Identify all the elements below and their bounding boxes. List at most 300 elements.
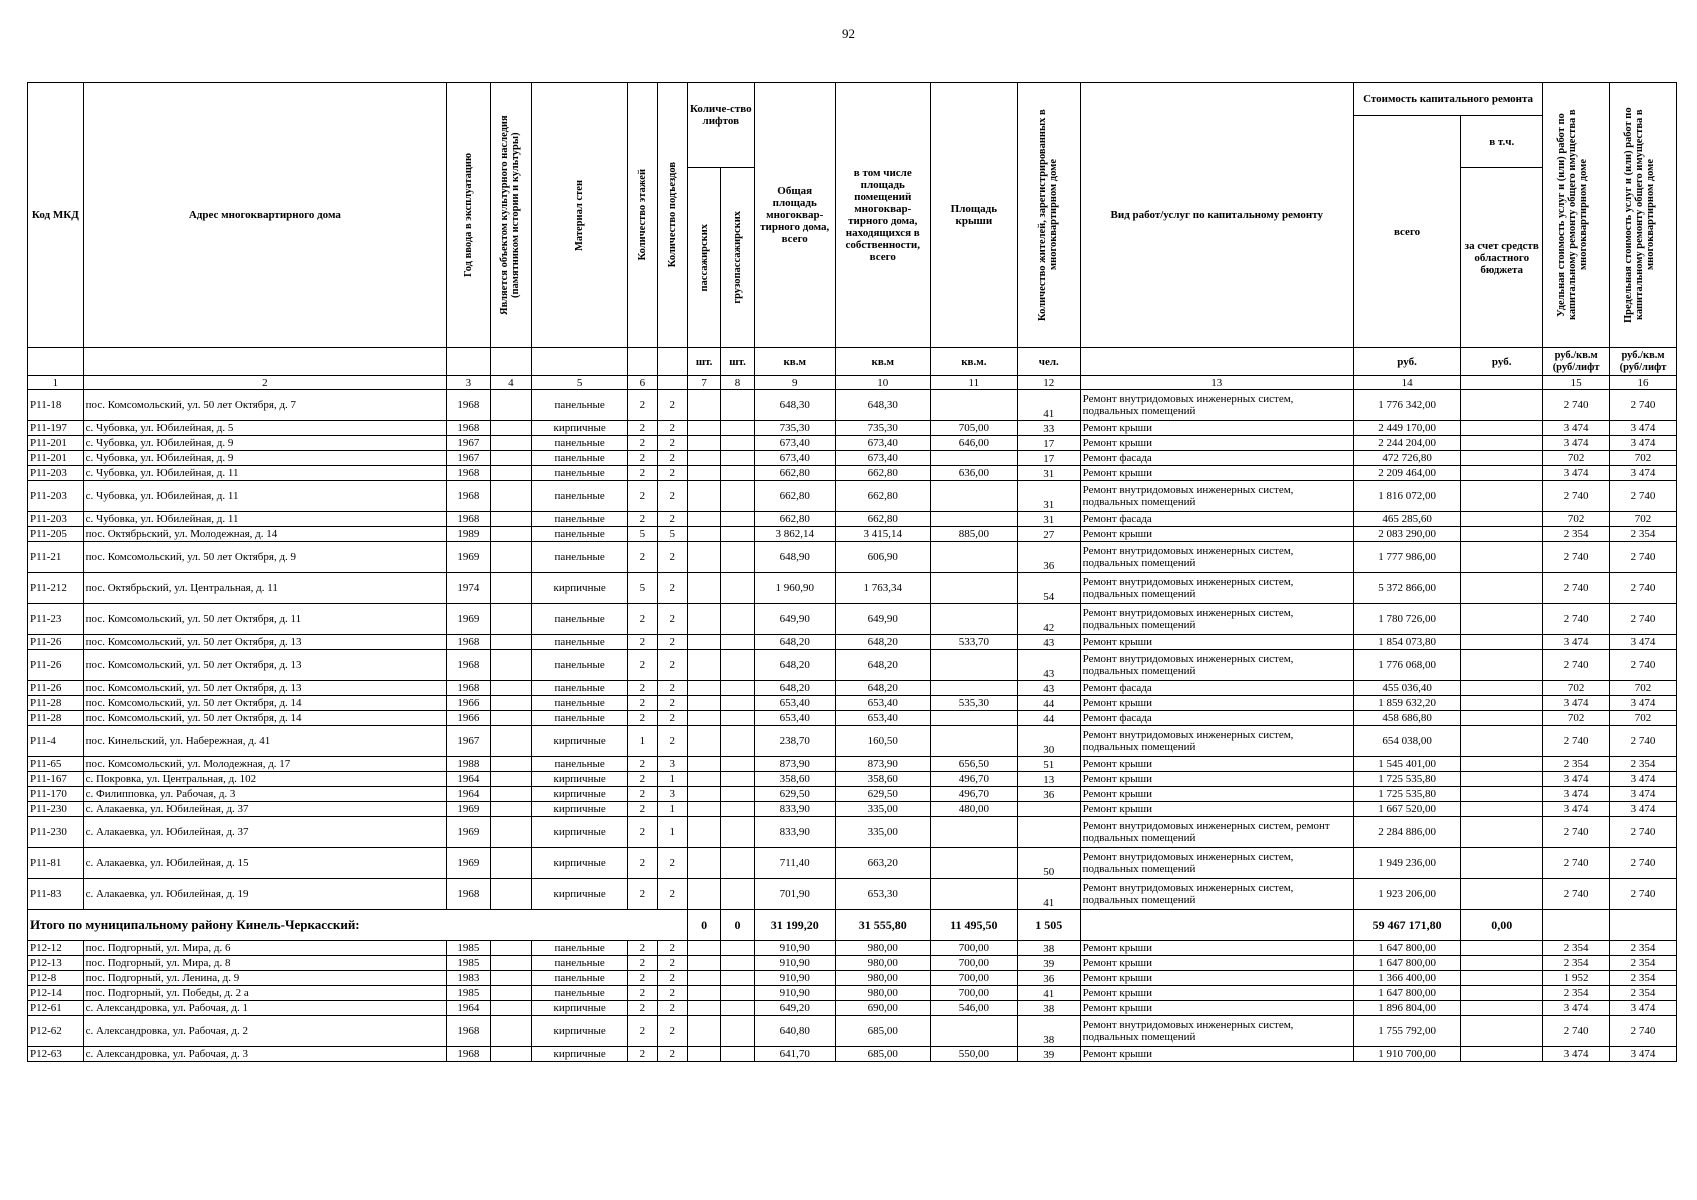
cell-cost-total: 1 776 342,00	[1353, 390, 1460, 421]
unit-pcs: шт.	[721, 348, 754, 376]
cell-max-cost: 3 474	[1610, 696, 1677, 711]
cell-area-owned: 980,00	[835, 956, 930, 971]
cell-residents: 30	[1017, 726, 1080, 757]
cell-kod: Р11-212	[28, 573, 84, 604]
table-row	[28, 879, 1677, 910]
cell-entrances: 2	[657, 650, 687, 681]
cell-cost-total: 1 923 206,00	[1353, 879, 1460, 910]
cell-address: с. Алакаевка, ул. Юбилейная, д. 37	[83, 802, 446, 817]
cell-max-cost: 2 740	[1610, 604, 1677, 635]
cell-address: пос. Подгорный, ул. Мира, д. 8	[83, 956, 446, 971]
cell-unit-cost: 702	[1543, 512, 1610, 527]
cell-address: с. Покровка, ул. Центральная, д. 102	[83, 772, 446, 787]
column-number: 2	[83, 376, 446, 390]
cell-residents: 31	[1017, 481, 1080, 512]
table-row	[28, 772, 1677, 787]
column-number: 14	[1353, 376, 1460, 390]
cell-lifts-pass	[687, 390, 720, 421]
cell-work: Ремонт крыши	[1080, 956, 1353, 971]
cell-cost-total: 1 776 068,00	[1353, 650, 1460, 681]
cell-material: панельные	[532, 971, 628, 986]
cell-floors: 2	[628, 956, 657, 971]
cell-unit-cost: 3 474	[1543, 635, 1610, 650]
cell-year: 1968	[447, 390, 491, 421]
cell-roof: 496,70	[930, 787, 1017, 802]
cell-kod: Р11-65	[28, 757, 84, 772]
cell-year: 1983	[447, 971, 491, 986]
cell-material: панельные	[532, 390, 628, 421]
total-area-total: 31 199,20	[754, 910, 835, 941]
cell-lifts-pass	[687, 879, 720, 910]
cell-roof	[930, 879, 1017, 910]
cell-roof: 700,00	[930, 941, 1017, 956]
cell-area-owned: 606,90	[835, 542, 930, 573]
cell-address: пос. Комсомольский, ул. 50 лет Октября, д. 14	[83, 711, 446, 726]
table-row	[28, 436, 1677, 451]
cell-max-cost: 2 354	[1610, 757, 1677, 772]
cell-floors: 1	[628, 726, 657, 757]
cell-unit-cost: 2 740	[1543, 817, 1610, 848]
cell-material: кирпичные	[532, 772, 628, 787]
table-row	[28, 1001, 1677, 1016]
cell-area-owned: 648,30	[835, 390, 930, 421]
cell-entrances: 2	[657, 573, 687, 604]
cell-cost-regional	[1461, 1047, 1543, 1062]
cell-lifts-pass	[687, 696, 720, 711]
cell-entrances: 2	[657, 436, 687, 451]
cell-material: кирпичные	[532, 787, 628, 802]
unit-sqm: кв.м.	[930, 348, 1017, 376]
cell-entrances: 2	[657, 941, 687, 956]
cell-kod: Р11-230	[28, 817, 84, 848]
cell-roof: 546,00	[930, 1001, 1017, 1016]
cell-address: пос. Подгорный, ул. Победы, д. 2 а	[83, 986, 446, 1001]
cell-residents: 43	[1017, 650, 1080, 681]
cell-material: панельные	[532, 512, 628, 527]
total-cost: 59 467 171,80	[1353, 910, 1460, 941]
cell-cost-total: 458 686,80	[1353, 711, 1460, 726]
cell-residents: 43	[1017, 635, 1080, 650]
cell-unit-cost: 702	[1543, 711, 1610, 726]
header-max-cost: Предельная стоимость услуг и (или) работ по капитальному ремонту общего имущества в многоквартирном доме	[1610, 83, 1677, 348]
table-row	[28, 726, 1677, 757]
cell-year: 1968	[447, 466, 491, 481]
cell-area-total: 673,40	[754, 436, 835, 451]
cell-unit-cost: 3 474	[1543, 436, 1610, 451]
cell-entrances: 2	[657, 512, 687, 527]
cell-kod: Р12-13	[28, 956, 84, 971]
header-floors: Количество этажей	[628, 83, 657, 348]
cell-lifts-pass	[687, 573, 720, 604]
cell-lifts-pass	[687, 436, 720, 451]
cell-cost-regional	[1461, 941, 1543, 956]
cell-heritage	[490, 956, 532, 971]
cell-floors: 2	[628, 650, 657, 681]
cell-material: кирпичные	[532, 1001, 628, 1016]
cell-lifts-pass	[687, 421, 720, 436]
cell-floors: 2	[628, 390, 657, 421]
cell-floors: 2	[628, 986, 657, 1001]
header-area-total: Общая площадь многоквар-тирного дома, всего	[754, 83, 835, 348]
cell-area-total: 873,90	[754, 757, 835, 772]
cell-area-total: 662,80	[754, 466, 835, 481]
cell-residents	[1017, 802, 1080, 817]
header-cost-incl: в т.ч.	[1461, 116, 1543, 168]
cell-area-total: 701,90	[754, 879, 835, 910]
cell-cost-total: 1 647 800,00	[1353, 986, 1460, 1001]
cell-heritage	[490, 986, 532, 1001]
table-row	[28, 573, 1677, 604]
cell-year: 1969	[447, 817, 491, 848]
header-cost: Стоимость капитального ремонта	[1353, 83, 1542, 116]
cell-year: 1967	[447, 436, 491, 451]
cell-area-owned: 873,90	[835, 757, 930, 772]
cell-area-owned: 685,00	[835, 1016, 930, 1047]
cell-lifts-cargo	[721, 421, 754, 436]
header-lifts-pass: пассажирских	[687, 168, 720, 348]
unit-rub: руб.	[1461, 348, 1543, 376]
cell-residents: 36	[1017, 542, 1080, 573]
unit-rub: руб.	[1353, 348, 1460, 376]
cell-material: панельные	[532, 650, 628, 681]
cell-heritage	[490, 879, 532, 910]
cell-max-cost: 3 474	[1610, 772, 1677, 787]
header-material: Материал стен	[532, 83, 628, 348]
cell-address: с. Александровка, ул. Рабочая, д. 1	[83, 1001, 446, 1016]
cell-max-cost: 3 474	[1610, 802, 1677, 817]
column-number: 7	[687, 376, 720, 390]
table-row	[28, 941, 1677, 956]
cell-work: Ремонт внутридомовых инженерных систем, подвальных помещений	[1080, 542, 1353, 573]
cell-heritage	[490, 726, 532, 757]
cell-work: Ремонт крыши	[1080, 527, 1353, 542]
cell-area-total: 641,70	[754, 1047, 835, 1062]
cell-cost-regional	[1461, 481, 1543, 512]
cell-roof: 480,00	[930, 802, 1017, 817]
cell-work: Ремонт крыши	[1080, 635, 1353, 650]
column-number: 10	[835, 376, 930, 390]
cell-cost-total: 1 780 726,00	[1353, 604, 1460, 635]
cell-cost-regional	[1461, 390, 1543, 421]
cell-year: 1967	[447, 726, 491, 757]
cell-year: 1964	[447, 787, 491, 802]
cell-work: Ремонт внутридомовых инженерных систем, подвальных помещений	[1080, 879, 1353, 910]
cell-material: панельные	[532, 681, 628, 696]
cell-residents: 31	[1017, 512, 1080, 527]
cell-lifts-pass	[687, 604, 720, 635]
cell-area-total: 910,90	[754, 941, 835, 956]
cell-residents: 39	[1017, 1047, 1080, 1062]
total-section	[28, 910, 1677, 941]
total-label: Итого по муниципальному району Кинель-Черкасский:	[28, 910, 688, 941]
cell-lifts-cargo	[721, 848, 754, 879]
cell-lifts-pass	[687, 512, 720, 527]
cell-address: пос. Комсомольский, ул. 50 лет Октября, д. 13	[83, 650, 446, 681]
cell-unit-cost: 702	[1543, 451, 1610, 466]
cell-unit-cost: 3 474	[1543, 421, 1610, 436]
cell-cost-total: 2 449 170,00	[1353, 421, 1460, 436]
cell-kod: Р11-4	[28, 726, 84, 757]
column-numbers-row	[28, 376, 1677, 390]
cell-floors: 5	[628, 573, 657, 604]
header-work: Вид работ/услуг по капитальному ремонту	[1080, 83, 1353, 348]
cell-cost-total: 1 896 804,00	[1353, 1001, 1460, 1016]
cell-floors: 2	[628, 802, 657, 817]
cell-lifts-cargo	[721, 1016, 754, 1047]
cell-entrances: 5	[657, 527, 687, 542]
cell-unit-cost: 3 474	[1543, 1001, 1610, 1016]
cell-address: с. Алакаевка, ул. Юбилейная, д. 15	[83, 848, 446, 879]
cell-max-cost: 2 740	[1610, 1016, 1677, 1047]
cell-cost-regional	[1461, 542, 1543, 573]
cell-year: 1974	[447, 573, 491, 604]
cell-area-total: 833,90	[754, 817, 835, 848]
cell-kod: Р11-26	[28, 635, 84, 650]
cell-cost-total: 2 284 886,00	[1353, 817, 1460, 848]
cell-kod: Р12-63	[28, 1047, 84, 1062]
cell-max-cost: 3 474	[1610, 1001, 1677, 1016]
cell-entrances: 1	[657, 802, 687, 817]
cell-area-owned: 662,80	[835, 466, 930, 481]
cell-unit-cost: 2 740	[1543, 573, 1610, 604]
cell-material: панельные	[532, 451, 628, 466]
cell-year: 1989	[447, 527, 491, 542]
cell-floors: 2	[628, 1047, 657, 1062]
cell-unit-cost: 2 740	[1543, 650, 1610, 681]
cell-lifts-cargo	[721, 451, 754, 466]
cell-cost-total: 1 777 986,00	[1353, 542, 1460, 573]
cell-roof: 700,00	[930, 956, 1017, 971]
total-roof: 11 495,50	[930, 910, 1017, 941]
cell-year: 1966	[447, 711, 491, 726]
cell-area-owned: 1 763,34	[835, 573, 930, 604]
table-row	[28, 650, 1677, 681]
table-row	[28, 635, 1677, 650]
cell-lifts-cargo	[721, 573, 754, 604]
cell-lifts-pass	[687, 681, 720, 696]
cell-lifts-pass	[687, 711, 720, 726]
cell-area-total: 3 862,14	[754, 527, 835, 542]
cell-heritage	[490, 681, 532, 696]
header-lifts-cargo: грузопассажирских	[721, 168, 754, 348]
cell-year: 1968	[447, 681, 491, 696]
cell-address: с. Чубовка, ул. Юбилейная, д. 11	[83, 481, 446, 512]
cell-lifts-pass	[687, 848, 720, 879]
cell-work: Ремонт фасада	[1080, 711, 1353, 726]
cell-lifts-pass	[687, 971, 720, 986]
header-entrances: Количество подъездов	[657, 83, 687, 348]
cell-address: пос. Октябрьский, ул. Молодежная, д. 14	[83, 527, 446, 542]
table-row	[28, 787, 1677, 802]
cell-area-owned: 648,20	[835, 681, 930, 696]
cell-floors: 2	[628, 787, 657, 802]
cell-roof	[930, 681, 1017, 696]
cell-max-cost: 2 354	[1610, 527, 1677, 542]
cell-cost-regional	[1461, 956, 1543, 971]
cell-kod: Р11-83	[28, 879, 84, 910]
cell-cost-total: 1 366 400,00	[1353, 971, 1460, 986]
cell-lifts-cargo	[721, 757, 754, 772]
cell-work: Ремонт крыши	[1080, 772, 1353, 787]
cell-work: Ремонт крыши	[1080, 1001, 1353, 1016]
table-row	[28, 802, 1677, 817]
cell-unit-cost: 3 474	[1543, 466, 1610, 481]
cell-max-cost: 2 354	[1610, 956, 1677, 971]
cell-floors: 2	[628, 971, 657, 986]
cell-area-total: 358,60	[754, 772, 835, 787]
cell-unit-cost: 3 474	[1543, 787, 1610, 802]
cell-cost-total: 455 036,40	[1353, 681, 1460, 696]
cell-cost-total: 1 910 700,00	[1353, 1047, 1460, 1062]
cell-lifts-cargo	[721, 527, 754, 542]
cell-year: 1968	[447, 635, 491, 650]
cell-area-total: 662,80	[754, 481, 835, 512]
cell-roof	[930, 848, 1017, 879]
cell-area-owned: 358,60	[835, 772, 930, 787]
cell-heritage	[490, 635, 532, 650]
cell-material: панельные	[532, 542, 628, 573]
cell-residents: 17	[1017, 436, 1080, 451]
column-number: 1	[28, 376, 84, 390]
cell-residents: 41	[1017, 879, 1080, 910]
cell-address: с. Алакаевка, ул. Юбилейная, д. 19	[83, 879, 446, 910]
cell-area-total: 1 960,90	[754, 573, 835, 604]
cell-cost-regional	[1461, 772, 1543, 787]
cell-address: пос. Кинельский, ул. Набережная, д. 41	[83, 726, 446, 757]
header-cost-total: всего	[1353, 116, 1460, 348]
table-row	[28, 986, 1677, 1001]
cell-material: кирпичные	[532, 726, 628, 757]
column-number: 4	[490, 376, 532, 390]
cell-address: с. Филипповка, ул. Рабочая, д. 3	[83, 787, 446, 802]
cell-cost-regional	[1461, 986, 1543, 1001]
cell-max-cost: 702	[1610, 681, 1677, 696]
cell-year: 1985	[447, 986, 491, 1001]
cell-unit-cost: 2 740	[1543, 848, 1610, 879]
cell-lifts-pass	[687, 635, 720, 650]
cell-area-total: 711,40	[754, 848, 835, 879]
cell-lifts-cargo	[721, 512, 754, 527]
cell-floors: 5	[628, 527, 657, 542]
cell-floors: 2	[628, 421, 657, 436]
cell-cost-regional	[1461, 512, 1543, 527]
cell-roof	[930, 481, 1017, 512]
cell-material: кирпичные	[532, 1016, 628, 1047]
table-row	[28, 817, 1677, 848]
cell-year: 1964	[447, 1001, 491, 1016]
table-row	[28, 527, 1677, 542]
cell-area-owned: 980,00	[835, 971, 930, 986]
cell-entrances: 2	[657, 848, 687, 879]
cell-max-cost: 3 474	[1610, 421, 1677, 436]
cell-year: 1985	[447, 956, 491, 971]
cell-entrances: 2	[657, 879, 687, 910]
cell-heritage	[490, 542, 532, 573]
cell-area-owned: 160,50	[835, 726, 930, 757]
cell-roof	[930, 726, 1017, 757]
cell-material: панельные	[532, 757, 628, 772]
cell-area-total: 910,90	[754, 971, 835, 986]
cell-cost-total: 1 647 800,00	[1353, 941, 1460, 956]
cell-entrances: 2	[657, 466, 687, 481]
cell-year: 1964	[447, 772, 491, 787]
cell-heritage	[490, 817, 532, 848]
header-heritage: Является объектом культурного наследия (памятником истории и культуры)	[490, 83, 532, 348]
cell-area-total: 648,20	[754, 635, 835, 650]
total-cost-regional: 0,00	[1461, 910, 1543, 941]
cell-work: Ремонт крыши	[1080, 696, 1353, 711]
cell-cost-total: 2 244 204,00	[1353, 436, 1460, 451]
cell-lifts-cargo	[721, 542, 754, 573]
cell-work: Ремонт внутридомовых инженерных систем, подвальных помещений	[1080, 481, 1353, 512]
cell-cost-total: 1 949 236,00	[1353, 848, 1460, 879]
cell-cost-total: 1 859 632,20	[1353, 696, 1460, 711]
cell-heritage	[490, 1047, 532, 1062]
cell-entrances: 2	[657, 956, 687, 971]
cell-cost-regional	[1461, 787, 1543, 802]
column-number: 6	[628, 376, 657, 390]
cell-area-total: 910,90	[754, 956, 835, 971]
cell-cost-regional	[1461, 436, 1543, 451]
cell-year: 1967	[447, 451, 491, 466]
cell-entrances: 3	[657, 757, 687, 772]
cell-max-cost: 702	[1610, 451, 1677, 466]
cell-area-total: 648,20	[754, 681, 835, 696]
cell-entrances: 2	[657, 1001, 687, 1016]
table-row	[28, 1047, 1677, 1062]
cell-address: пос. Подгорный, ул. Ленина, д. 9	[83, 971, 446, 986]
table-row	[28, 604, 1677, 635]
cell-residents: 38	[1017, 1001, 1080, 1016]
cell-floors: 2	[628, 817, 657, 848]
cell-residents: 42	[1017, 604, 1080, 635]
cell-roof	[930, 604, 1017, 635]
cell-cost-regional	[1461, 573, 1543, 604]
cell-entrances: 2	[657, 1047, 687, 1062]
cell-work: Ремонт крыши	[1080, 757, 1353, 772]
cell-roof: 700,00	[930, 971, 1017, 986]
table-row	[28, 956, 1677, 971]
cell-material: панельные	[532, 436, 628, 451]
table-row	[28, 481, 1677, 512]
cell-residents: 51	[1017, 757, 1080, 772]
cell-heritage	[490, 1016, 532, 1047]
cell-max-cost: 2 354	[1610, 986, 1677, 1001]
cell-address: пос. Комсомольский, ул. 50 лет Октября, д. 14	[83, 696, 446, 711]
cell-unit-cost: 3 474	[1543, 802, 1610, 817]
cell-work: Ремонт крыши	[1080, 971, 1353, 986]
cell-cost-total: 1 854 073,80	[1353, 635, 1460, 650]
cell-kod: Р12-8	[28, 971, 84, 986]
cell-lifts-pass	[687, 802, 720, 817]
cell-residents: 38	[1017, 1016, 1080, 1047]
cell-area-owned: 663,20	[835, 848, 930, 879]
cell-kod: Р11-201	[28, 436, 84, 451]
cell-cost-total: 1 725 535,80	[1353, 772, 1460, 787]
cell-address: пос. Комсомольский, ул. 50 лет Октября, д. 11	[83, 604, 446, 635]
cell-residents: 33	[1017, 421, 1080, 436]
cell-residents: 44	[1017, 696, 1080, 711]
cell-year: 1966	[447, 696, 491, 711]
cell-cost-total: 472 726,80	[1353, 451, 1460, 466]
cell-lifts-cargo	[721, 696, 754, 711]
cell-kod: Р12-12	[28, 941, 84, 956]
cell-kod: Р12-14	[28, 986, 84, 1001]
cell-unit-cost: 3 474	[1543, 1047, 1610, 1062]
cell-floors: 2	[628, 481, 657, 512]
cell-cost-total: 1 755 792,00	[1353, 1016, 1460, 1047]
cell-kod: Р11-26	[28, 681, 84, 696]
